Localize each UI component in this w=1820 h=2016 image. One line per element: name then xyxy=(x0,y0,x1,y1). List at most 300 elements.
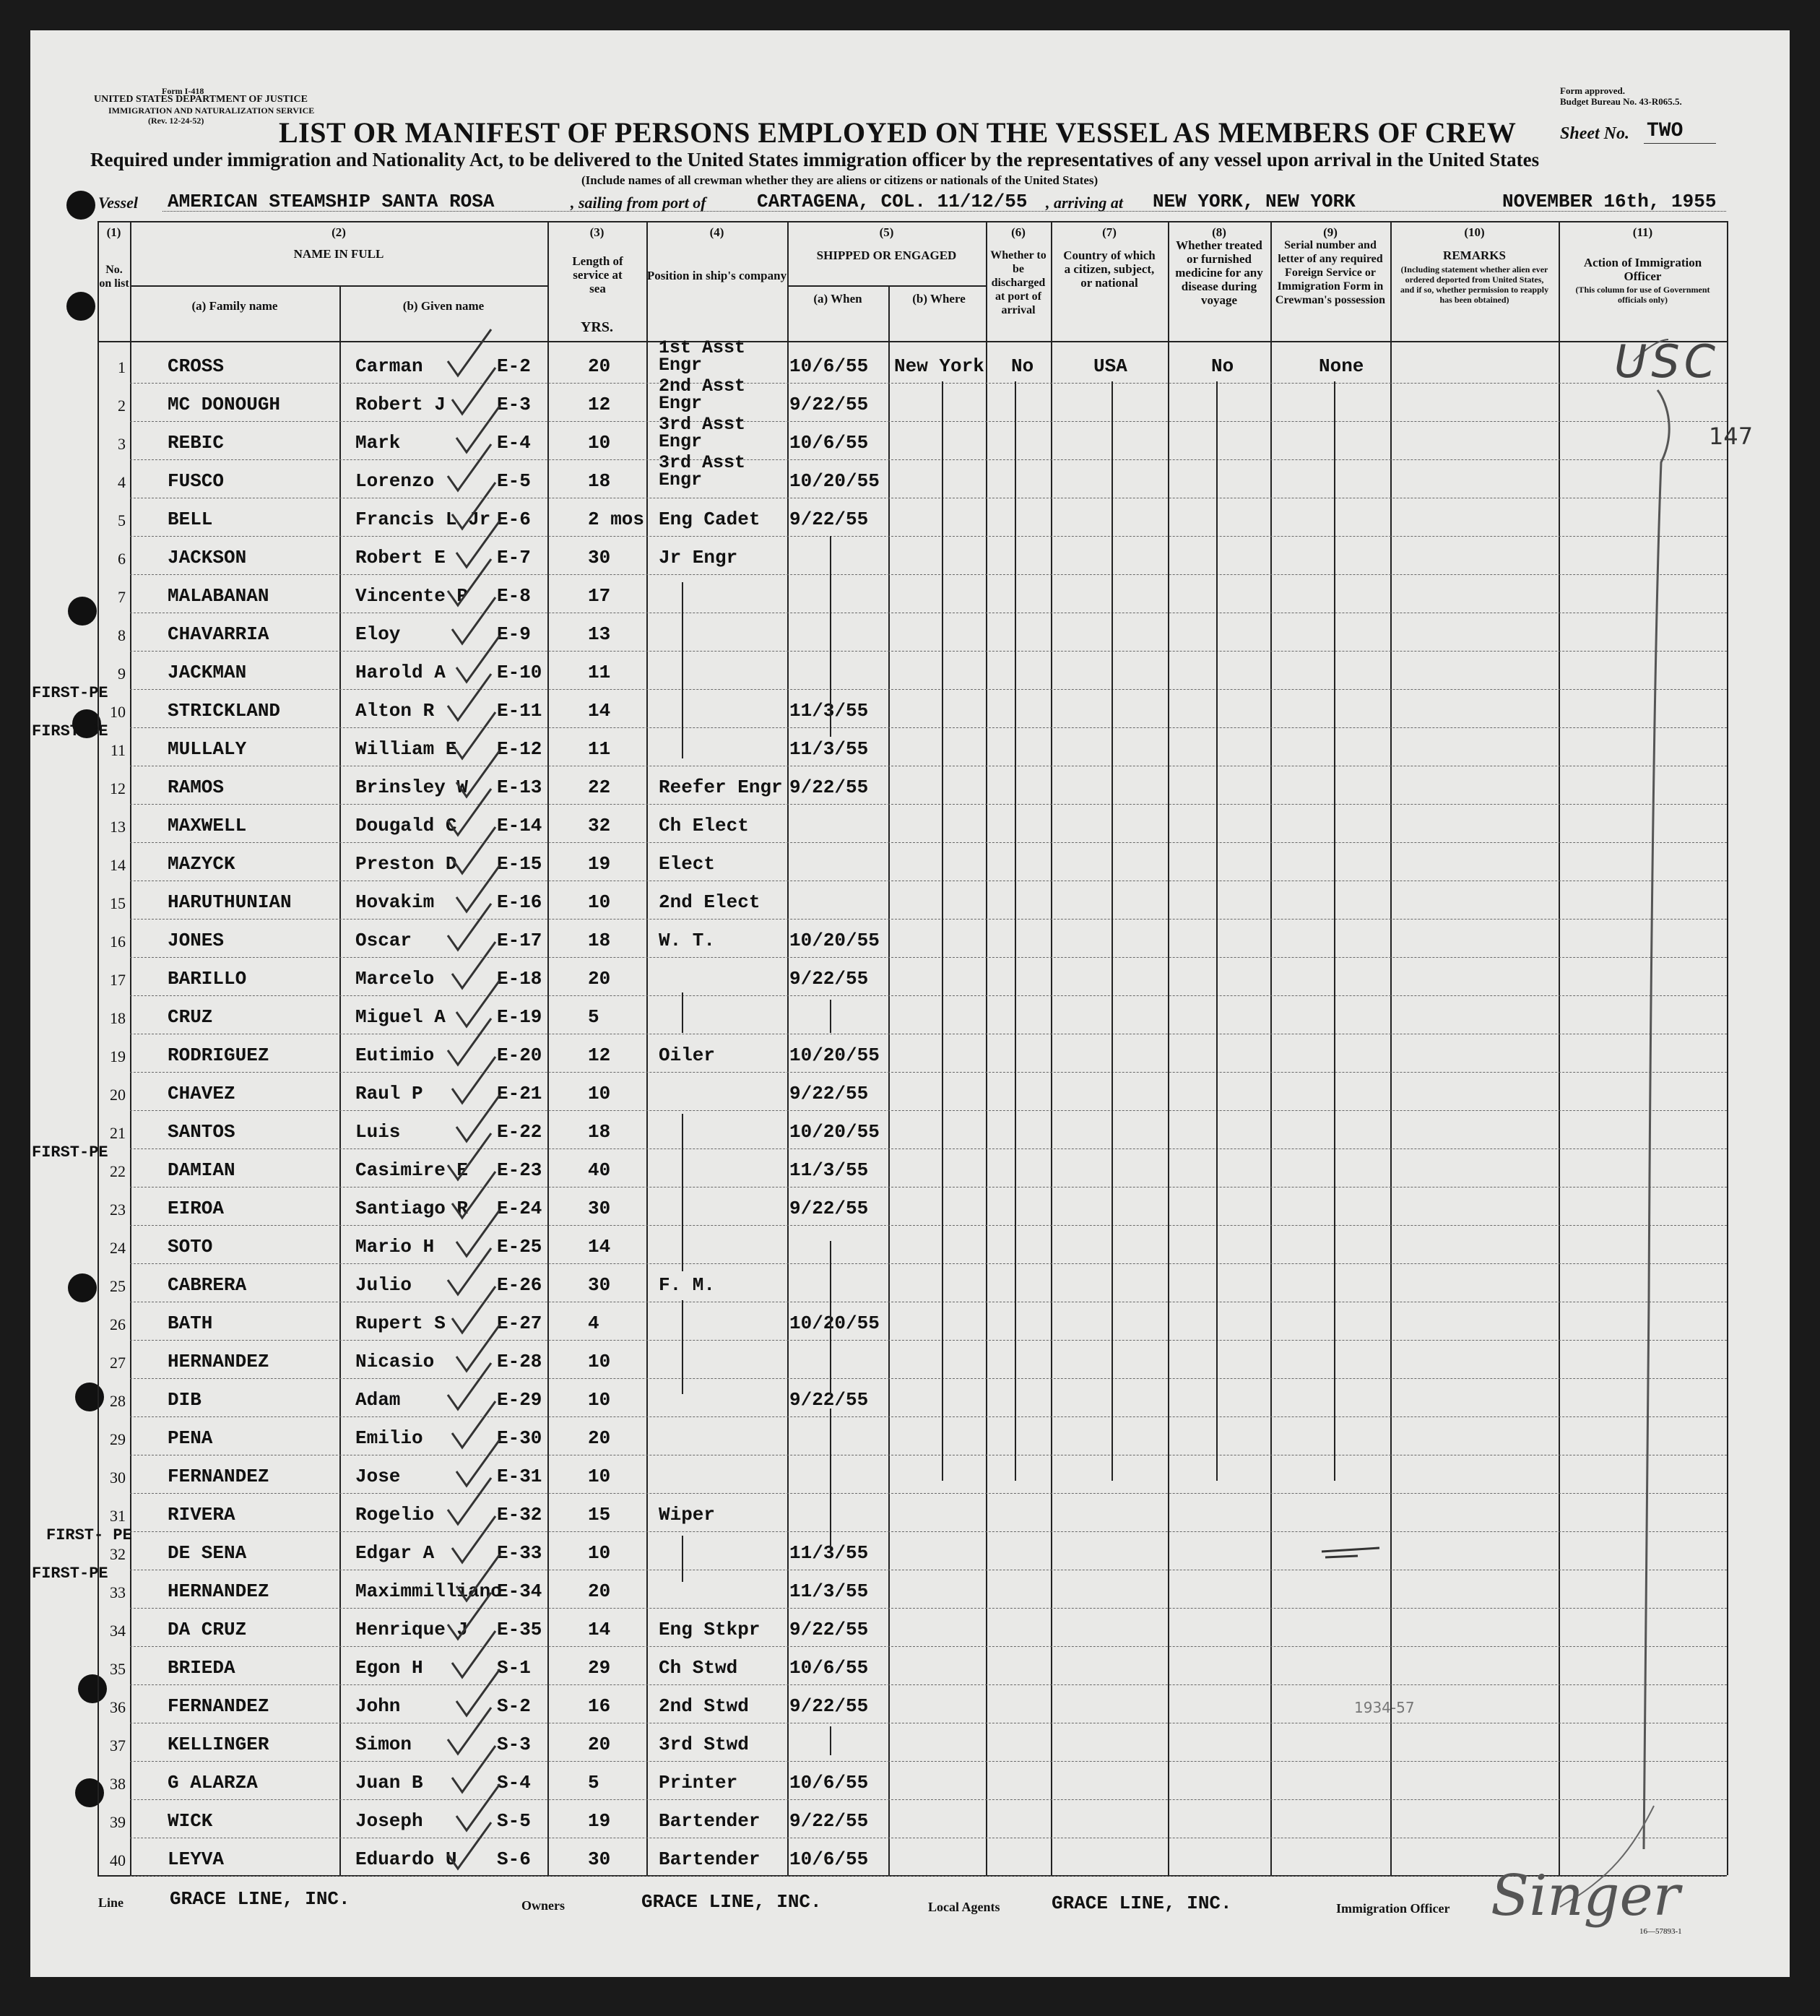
given-name: Brinsley W xyxy=(355,776,469,798)
shipped-when: 9/22/55 xyxy=(789,968,869,990)
given-name: Miguel A xyxy=(355,1006,446,1028)
family-name: JONES xyxy=(168,930,225,951)
shipped-when: 9/22/55 xyxy=(789,1810,869,1832)
position: Wiper xyxy=(659,1504,716,1526)
check-mark xyxy=(448,1822,491,1869)
check-mark xyxy=(448,1133,491,1180)
row-number: 19 xyxy=(110,1047,126,1065)
row-number: 31 xyxy=(110,1507,126,1525)
family-name: DAMIAN xyxy=(168,1159,235,1181)
years-at-sea: 20 xyxy=(588,968,611,990)
family-name: KELLINGER xyxy=(168,1734,269,1755)
position: Eng Cadet xyxy=(659,509,760,530)
family-name: DE SENA xyxy=(168,1542,247,1564)
crew-code: E-7 xyxy=(497,547,531,568)
family-name: RAMOS xyxy=(168,776,225,798)
years-at-sea: 22 xyxy=(588,776,611,798)
given-name: Casimire E xyxy=(355,1159,469,1181)
position: 3rd Asst Engr xyxy=(659,452,746,490)
family-name: PENA xyxy=(168,1427,213,1449)
row-number: 28 xyxy=(110,1392,126,1410)
family-name: G ALARZA xyxy=(168,1772,258,1794)
given-name: William E xyxy=(355,738,457,760)
given-name: Rupert S xyxy=(355,1312,446,1334)
crew-code: E-8 xyxy=(497,585,531,607)
given-name: Preston D xyxy=(355,853,457,875)
row-number: 11 xyxy=(110,741,126,759)
position: Eng Stkpr xyxy=(659,1619,760,1640)
serial-form: None xyxy=(1319,355,1364,377)
subtitle: Required under immigration and Nationality Act, to be delivered to the United States immigration officer by the representatives of any vessel upon arrival in the United States xyxy=(90,149,1540,170)
shipped-when: 11/3/55 xyxy=(789,738,869,760)
row-number: 13 xyxy=(110,818,126,836)
crew-code: S-2 xyxy=(497,1695,531,1717)
years-at-sea: 40 xyxy=(588,1159,611,1181)
family-name: BRIEDA xyxy=(168,1657,235,1679)
family-name: CHAVARRIA xyxy=(168,623,269,645)
crew-code: S-5 xyxy=(497,1810,531,1832)
serial-annotation: 1934-57 xyxy=(1354,1699,1415,1716)
family-name: MULLALY xyxy=(168,738,247,760)
check-mark xyxy=(448,904,491,950)
shipped-when: 10/20/55 xyxy=(789,1312,880,1334)
family-name: MALABANAN xyxy=(168,585,269,607)
usc-annotation: USC xyxy=(1614,335,1720,388)
crew-code: E-35 xyxy=(497,1619,542,1640)
crew-code: E-34 xyxy=(497,1580,542,1602)
crew-code: S-1 xyxy=(497,1657,531,1679)
col4-header: Position in ship's company xyxy=(646,269,787,282)
agents-label: Local Agents xyxy=(928,1900,1000,1914)
years-at-sea: 2 mos xyxy=(588,509,645,530)
given-name: Oscar xyxy=(355,930,412,951)
col3-unit: YRS. xyxy=(580,319,613,335)
years-at-sea: 14 xyxy=(588,1619,611,1640)
family-name: JACKMAN xyxy=(168,662,247,683)
vessel-name: AMERICAN STEAMSHIP SANTA ROSA xyxy=(168,191,495,212)
position: Ch Elect xyxy=(659,815,749,836)
family-name: REBIC xyxy=(168,432,225,454)
service: IMMIGRATION AND NATURALIZATION SERVICE xyxy=(108,105,315,116)
row-number: 36 xyxy=(110,1698,126,1716)
shipped-when: 10/6/55 xyxy=(789,1657,869,1679)
crew-code: S-6 xyxy=(497,1848,531,1870)
position: Bartender xyxy=(659,1848,760,1870)
page-title: LIST OR MANIFEST OF PERSONS EMPLOYED ON THE VESSEL AS MEMBERS OF CREW xyxy=(279,116,1517,149)
family-name: DIB xyxy=(168,1389,202,1411)
years-at-sea: 20 xyxy=(588,355,611,377)
check-mark xyxy=(448,789,491,835)
col9-number: (9) xyxy=(1323,225,1338,239)
crew-code: S-4 xyxy=(497,1772,531,1794)
given-name: Jose xyxy=(355,1466,401,1487)
row-number: 6 xyxy=(118,550,126,568)
crew-code: E-30 xyxy=(497,1427,542,1449)
row-number: 9 xyxy=(118,665,126,683)
years-at-sea: 18 xyxy=(588,930,611,951)
given-name: Dougald C xyxy=(355,815,457,836)
shipped-when: 11/3/55 xyxy=(789,1542,869,1564)
crew-code: E-20 xyxy=(497,1044,542,1066)
crew-code: E-21 xyxy=(497,1083,542,1104)
form-number: Form I-418 xyxy=(162,86,204,96)
col1-header: No. on list xyxy=(99,264,129,290)
given-name: Robert J xyxy=(355,394,446,415)
shipped-when: 9/22/55 xyxy=(789,1695,869,1717)
given-name: Juan B xyxy=(355,1772,423,1794)
crew-code: E-5 xyxy=(497,470,531,492)
family-name: DA CRUZ xyxy=(168,1619,247,1640)
shipped-when: 9/22/55 xyxy=(789,1083,869,1104)
years-at-sea: 5 xyxy=(588,1006,599,1028)
family-name: RIVERA xyxy=(168,1504,235,1526)
given-name: Santiago R xyxy=(355,1198,469,1219)
col1-number: (1) xyxy=(106,225,121,239)
years-at-sea: 20 xyxy=(588,1734,611,1755)
given-name: Henrique J xyxy=(355,1619,469,1640)
given-name: Raul P xyxy=(355,1083,423,1104)
shipped-when: 10/6/55 xyxy=(789,355,869,377)
position: W. T. xyxy=(659,930,716,951)
family-name: LEYVA xyxy=(168,1848,225,1870)
row-number: 7 xyxy=(118,588,126,606)
given-name: Rogelio xyxy=(355,1504,435,1526)
years-at-sea: 30 xyxy=(588,1274,611,1296)
years-at-sea: 11 xyxy=(588,738,611,760)
position: Elect xyxy=(659,853,716,875)
given-name: Edgar A xyxy=(355,1542,435,1564)
crew-code: E-26 xyxy=(497,1274,542,1296)
given-name: Julio xyxy=(355,1274,412,1296)
given-name: Francis L Jr xyxy=(355,509,491,530)
family-name: FUSCO xyxy=(168,470,225,492)
crew-code: E-17 xyxy=(497,930,542,951)
years-at-sea: 19 xyxy=(588,853,611,875)
col5-header: SHIPPED OR ENGAGED xyxy=(816,248,957,262)
shipped-when: 11/3/55 xyxy=(789,1580,869,1602)
given-name: Lorenzo xyxy=(355,470,435,492)
sailing-port: CARTAGENA, COL. 11/12/55 xyxy=(757,191,1028,212)
col10-number: (10) xyxy=(1464,225,1485,239)
col5b-header: (b) Where xyxy=(912,292,966,306)
row-number: 37 xyxy=(110,1736,126,1755)
position: Ch Stwd xyxy=(659,1657,738,1679)
col11-subheader: (This column for use of Government officials only) xyxy=(1575,285,1710,305)
crew-code: E-3 xyxy=(497,394,531,415)
years-at-sea: 4 xyxy=(588,1312,599,1334)
budget-bureau: Budget Bureau No. 43-R065.5. xyxy=(1560,96,1682,107)
crew-code: E-10 xyxy=(497,662,542,683)
shipped-when: 9/22/55 xyxy=(789,776,869,798)
col2-header: NAME IN FULL xyxy=(293,247,384,261)
family-name: RODRIGUEZ xyxy=(168,1044,269,1066)
country: USA xyxy=(1093,355,1127,377)
family-name: STRICKLAND xyxy=(168,700,281,722)
arrival-date: NOVEMBER 16th, 1955 xyxy=(1502,191,1717,212)
position: 3rd Asst Engr xyxy=(659,414,746,452)
check-mark xyxy=(448,559,491,605)
vessel-label: Vessel xyxy=(98,194,138,212)
check-mark xyxy=(448,1708,491,1754)
row-number: 34 xyxy=(110,1622,126,1640)
row-number: 17 xyxy=(110,971,126,989)
col7-header: Country of which a citizen, subject, or national xyxy=(1063,248,1156,290)
check-mark xyxy=(448,1018,491,1065)
years-at-sea: 11 xyxy=(588,662,611,683)
row-number: 8 xyxy=(118,626,126,644)
row-number: 5 xyxy=(118,511,126,529)
family-name: HARUTHUNIAN xyxy=(168,891,292,913)
sheet-value: TWO xyxy=(1647,120,1684,142)
department: UNITED STATES DEPARTMENT OF JUSTICE xyxy=(94,94,308,105)
row-number: 12 xyxy=(110,779,126,797)
crew-code: E-9 xyxy=(497,623,531,645)
crew-code: E-4 xyxy=(497,432,531,454)
owners-value: GRACE LINE, INC. xyxy=(641,1891,822,1913)
years-at-sea: 10 xyxy=(588,1466,611,1487)
crew-code: E-28 xyxy=(497,1351,542,1372)
family-name: SANTOS xyxy=(168,1121,235,1143)
row-number: 33 xyxy=(110,1583,126,1601)
crew-code: E-6 xyxy=(497,509,531,530)
given-name: John xyxy=(355,1695,401,1717)
col11-header: Action of Immigration Officer xyxy=(1583,256,1702,283)
given-name: Luis xyxy=(355,1121,401,1143)
treated: No xyxy=(1211,355,1234,377)
family-name: BARILLO xyxy=(168,968,247,990)
col3-header: Length of service at sea xyxy=(572,254,623,295)
crew-code: S-3 xyxy=(497,1734,531,1755)
crew-code: E-23 xyxy=(497,1159,542,1181)
position: Bartender xyxy=(659,1810,760,1832)
shipped-where: New York xyxy=(894,355,984,377)
years-at-sea: 20 xyxy=(588,1580,611,1602)
position: Printer xyxy=(659,1772,738,1794)
crew-code: E-32 xyxy=(497,1504,542,1526)
crew-code: E-2 xyxy=(497,355,531,377)
family-name: HERNANDEZ xyxy=(168,1580,269,1602)
family-name: MAZYCK xyxy=(168,853,235,875)
years-at-sea: 17 xyxy=(588,585,611,607)
crew-code: E-31 xyxy=(497,1466,542,1487)
position: 3rd Stwd xyxy=(659,1734,749,1755)
row-number: 25 xyxy=(110,1277,126,1295)
col11-number: (11) xyxy=(1632,225,1653,239)
row-number: 16 xyxy=(110,933,126,951)
years-at-sea: 14 xyxy=(588,700,611,722)
shipped-when: 9/22/55 xyxy=(789,1389,869,1411)
given-name: Adam xyxy=(355,1389,401,1411)
crew-code: E-14 xyxy=(497,815,542,836)
print-code: 16—57893-1 xyxy=(1639,1927,1682,1936)
include-note: (Include names of all crewman whether they are aliens or citizens or nationals of the United States) xyxy=(581,173,1098,187)
crew-code: E-22 xyxy=(497,1121,542,1143)
position: Reefer Engr xyxy=(659,776,783,798)
row-number: 20 xyxy=(110,1086,126,1104)
family-name: EIROA xyxy=(168,1198,225,1219)
years-at-sea: 5 xyxy=(588,1772,599,1794)
row-number: 29 xyxy=(110,1430,126,1448)
given-name: Eduardo U xyxy=(355,1848,457,1870)
row-number: 30 xyxy=(110,1468,126,1487)
col8-number: (8) xyxy=(1212,225,1226,239)
shipped-when: 11/3/55 xyxy=(789,1159,869,1181)
given-name: Vincente P xyxy=(355,585,469,607)
given-name: Carman xyxy=(355,355,423,377)
row-number: 22 xyxy=(110,1162,126,1180)
family-name: CABRERA xyxy=(168,1274,247,1296)
family-name: BELL xyxy=(168,509,213,530)
position: F. M. xyxy=(659,1274,716,1296)
years-at-sea: 30 xyxy=(588,1198,611,1219)
row-number: 38 xyxy=(110,1775,126,1793)
position: 2nd Elect xyxy=(659,891,760,913)
shipped-when: 10/6/55 xyxy=(789,1848,869,1870)
crew-code: E-25 xyxy=(497,1236,542,1258)
revision: (Rev. 12-24-52) xyxy=(148,116,204,126)
col10-subheader: (Including statement whether alien ever ordered deported from United States, and if so, whether permission to reapply has been obtained) xyxy=(1400,264,1549,305)
col10-header: REMARKS xyxy=(1443,248,1506,262)
row-number: 40 xyxy=(110,1851,126,1869)
col6-header: Whether to be discharged at port of arrival xyxy=(990,249,1046,316)
crew-code: E-19 xyxy=(497,1006,542,1028)
given-name: Maximmilliano xyxy=(355,1580,502,1602)
years-at-sea: 10 xyxy=(588,1542,611,1564)
years-at-sea: 10 xyxy=(588,891,611,913)
check-mark xyxy=(448,329,491,376)
form-approved: Form approved. xyxy=(1560,85,1626,96)
family-name: CHAVEZ xyxy=(168,1083,235,1104)
col2a-header: (a) Family name xyxy=(191,299,278,313)
shipped-when: 11/3/55 xyxy=(789,700,869,722)
col5a-header: (a) When xyxy=(813,292,862,306)
years-at-sea: 15 xyxy=(588,1504,611,1526)
check-mark xyxy=(448,1593,491,1639)
row-number: 23 xyxy=(110,1200,126,1219)
crew-code: E-11 xyxy=(497,700,542,722)
family-name: CRUZ xyxy=(168,1006,213,1028)
family-name: HERNANDEZ xyxy=(168,1351,269,1372)
col3-number: (3) xyxy=(589,225,604,239)
crew-code: E-16 xyxy=(497,891,542,913)
line-label: Line xyxy=(98,1895,124,1910)
years-at-sea: 19 xyxy=(588,1810,611,1832)
crew-code: E-18 xyxy=(497,968,542,990)
col2b-header: (b) Given name xyxy=(402,299,485,313)
given-name: Mark xyxy=(355,432,401,454)
sailing-label: , sailing from port of xyxy=(571,194,706,212)
row-number: 4 xyxy=(118,473,126,491)
row-number: 39 xyxy=(110,1813,126,1831)
given-name: Marcelo xyxy=(355,968,435,990)
years-at-sea: 10 xyxy=(588,1389,611,1411)
col2-number: (2) xyxy=(332,225,346,239)
discharged: No xyxy=(1011,355,1034,377)
given-name: Harold A xyxy=(355,662,446,683)
row-number: 3 xyxy=(118,435,126,453)
first-pe-stamp: FIRST-PE xyxy=(32,684,108,702)
row-number: 21 xyxy=(110,1124,126,1142)
row-number: 2 xyxy=(118,397,126,415)
shipped-when: 10/20/55 xyxy=(789,930,880,951)
family-name: CROSS xyxy=(168,355,225,377)
crew-code: E-29 xyxy=(497,1389,542,1411)
years-at-sea: 16 xyxy=(588,1695,611,1717)
row-number: 26 xyxy=(110,1315,126,1333)
row-number: 10 xyxy=(110,703,126,721)
row-number: 18 xyxy=(110,1009,126,1027)
years-at-sea: 14 xyxy=(588,1236,611,1258)
crew-code: E-15 xyxy=(497,853,542,875)
years-at-sea: 10 xyxy=(588,1083,611,1104)
row-number: 27 xyxy=(110,1354,126,1372)
position: 1st Asst Engr xyxy=(659,337,746,376)
position: 2nd Asst Engr xyxy=(659,376,746,414)
first-pe-stamp: FIRST-PE xyxy=(32,722,108,740)
sheet-label: Sheet No. xyxy=(1560,124,1629,143)
count-annotation: 147 xyxy=(1709,423,1754,450)
family-name: WICK xyxy=(168,1810,213,1832)
crew-code: E-33 xyxy=(497,1542,542,1564)
given-name: Egon H xyxy=(355,1657,423,1679)
years-at-sea: 29 xyxy=(588,1657,611,1679)
family-name: MC DONOUGH xyxy=(168,394,281,415)
shipped-when: 9/22/55 xyxy=(789,394,869,415)
years-at-sea: 12 xyxy=(588,394,611,415)
position: Oiler xyxy=(659,1044,716,1066)
row-number: 35 xyxy=(110,1660,126,1678)
given-name: Eutimio xyxy=(355,1044,435,1066)
row-number: 15 xyxy=(110,894,126,912)
agents-value: GRACE LINE, INC. xyxy=(1052,1892,1232,1914)
check-mark xyxy=(448,674,491,720)
shipped-when: 10/6/55 xyxy=(789,432,869,454)
family-name: FERNANDEZ xyxy=(168,1466,269,1487)
row-number: 32 xyxy=(110,1545,126,1563)
col6-number: (6) xyxy=(1011,225,1026,239)
shipped-when: 10/6/55 xyxy=(789,1772,869,1794)
given-name: Eloy xyxy=(355,623,401,645)
arriving-port: NEW YORK, NEW YORK xyxy=(1153,191,1356,212)
crew-code: E-13 xyxy=(497,776,542,798)
col8-header: Whether treated or furnished medicine for any disease during voyage xyxy=(1175,238,1263,307)
col4-number: (4) xyxy=(709,225,724,239)
given-name: Mario H xyxy=(355,1236,435,1258)
shipped-when: 9/22/55 xyxy=(789,1619,869,1640)
check-mark xyxy=(448,444,491,490)
position: Jr Engr xyxy=(659,547,738,568)
col7-number: (7) xyxy=(1102,225,1117,239)
given-name: Simon xyxy=(355,1734,412,1755)
check-mark xyxy=(448,1248,491,1294)
row-number: 1 xyxy=(118,358,126,376)
family-name: FERNANDEZ xyxy=(168,1695,269,1717)
col9-header: Serial number and letter of any required Foreign Service or Immigration Form in Crewman's possession xyxy=(1275,239,1386,306)
shipped-when: 10/20/55 xyxy=(789,1044,880,1066)
shipped-when: 10/20/55 xyxy=(789,470,880,492)
shipped-when: 10/20/55 xyxy=(789,1121,880,1143)
check-mark xyxy=(448,1363,491,1409)
owners-label: Owners xyxy=(521,1898,565,1913)
years-at-sea: 10 xyxy=(588,1351,611,1372)
officer-label: Immigration Officer xyxy=(1336,1901,1450,1916)
years-at-sea: 10 xyxy=(588,432,611,454)
crew-code: E-27 xyxy=(497,1312,542,1334)
given-name: Emilio xyxy=(355,1427,423,1449)
position: 2nd Stwd xyxy=(659,1695,749,1717)
given-name: Nicasio xyxy=(355,1351,435,1372)
row-number: 14 xyxy=(110,856,126,874)
